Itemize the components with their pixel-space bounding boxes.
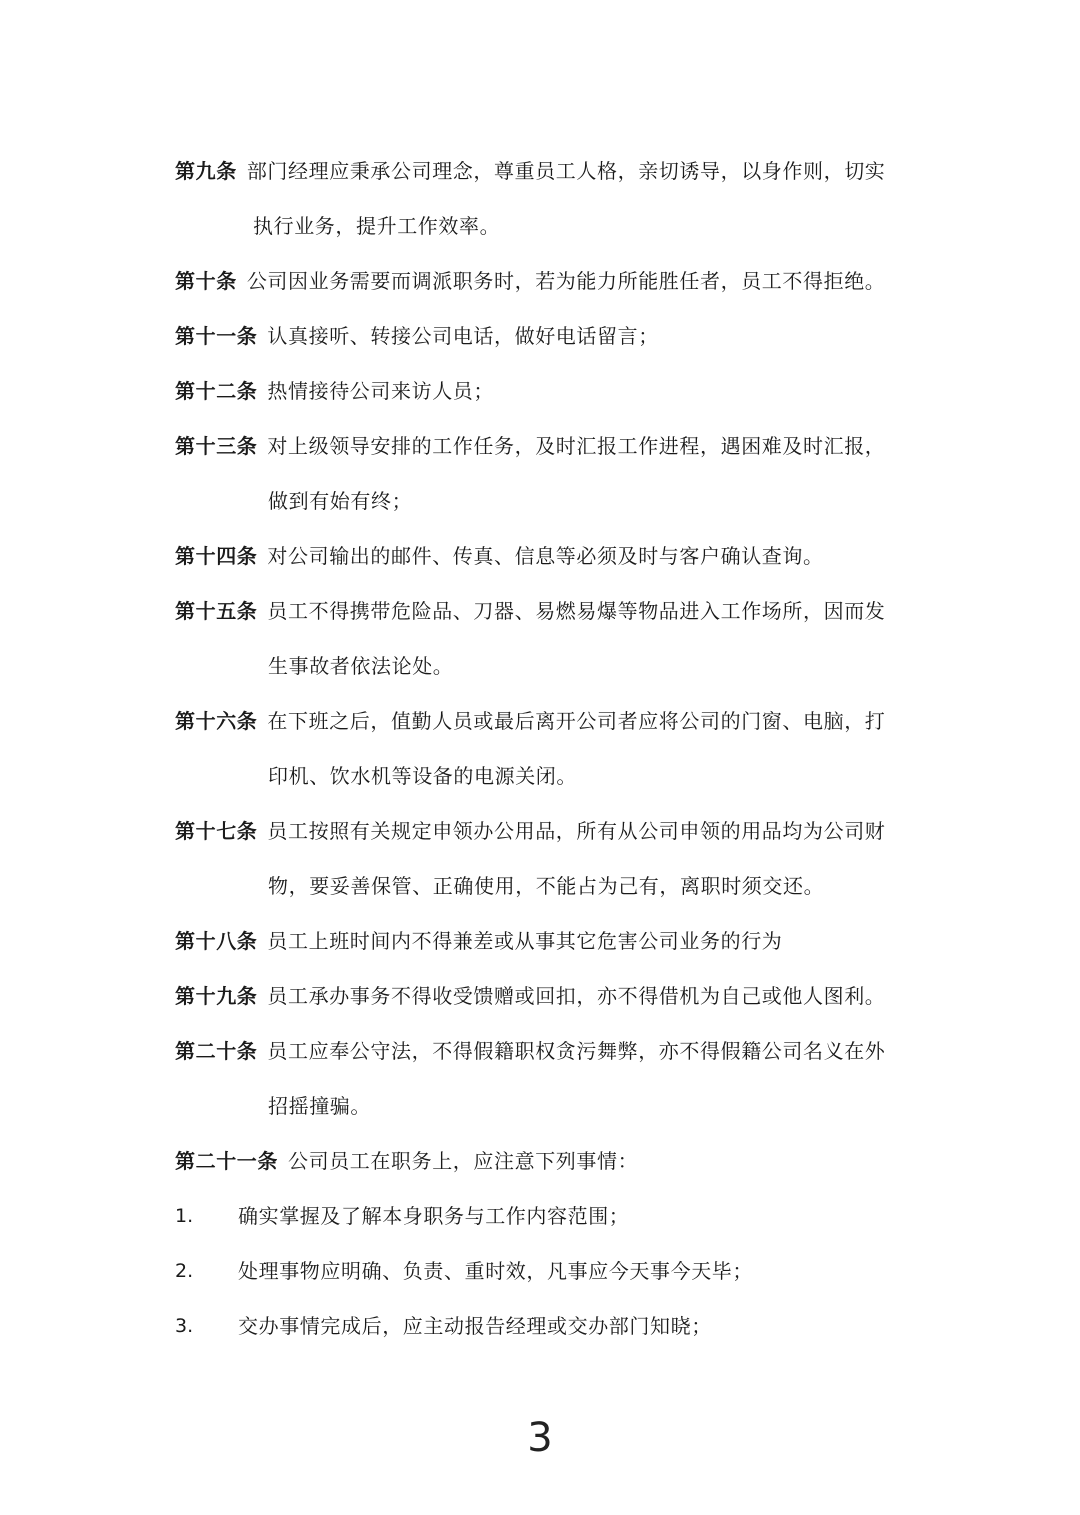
article-label: 第十六条: [175, 709, 258, 733]
article-text: 员工应奉公守法，不得假籍职权贪污舞弊，亦不得假籍公司名义在外: [267, 1039, 886, 1063]
article-label: 第十一条: [175, 324, 258, 348]
article-text: 对公司输出的邮件、传真、信息等必须及时与客户确认查询。: [267, 544, 824, 568]
article-text: 员工不得携带危险品、刀器、易燃易爆等物品进入工作场所，因而发: [267, 599, 886, 623]
article-11: [175, 323, 659, 349]
list-item-text: 处理事物应明确、负责、重时效，凡事应今天事今天毕；: [238, 1259, 753, 1283]
article-text: 在下班之后，值勤人员或最后离开公司者应将公司的门窗、电脑，打: [267, 709, 886, 733]
article-label: 第二十条: [175, 1039, 258, 1063]
article-text: 员工上班时间内不得兼差或从事其它危害公司业务的行为: [267, 929, 783, 953]
list-item-text: 交办事情完成后，应主动报告经理或交办部门知晓；: [238, 1314, 712, 1338]
article-label: 第十条: [175, 269, 237, 293]
article-text: 公司员工在职务上，应注意下列事情：: [288, 1149, 639, 1173]
article-13-continuation: 做到有始有终；: [268, 489, 413, 513]
article-14: [175, 543, 824, 569]
article-9: [175, 158, 885, 184]
article-19: [175, 983, 885, 1009]
article-text: 员工按照有关规定申领办公用品，所有从公司申领的用品均为公司财: [267, 819, 886, 843]
list-item-number: 3.: [175, 1315, 194, 1337]
article-18: [175, 928, 782, 954]
article-label: 第九条: [175, 159, 237, 183]
article-17-continuation: 物，要妥善保管、正确使用，不能占为己有，离职时须交还。: [268, 874, 825, 898]
article-text: 热情接待公司来访人员；: [267, 379, 495, 403]
article-text: 认真接听、转接公司电话，做好电话留言；: [267, 324, 659, 348]
page-number: 3: [527, 1415, 553, 1461]
article-15: [175, 598, 885, 624]
list-item-number: 1.: [175, 1205, 194, 1227]
article-10: [175, 268, 885, 294]
article-label: 第十二条: [175, 379, 258, 403]
article-13: [175, 433, 885, 459]
article-label: 第二十一条: [175, 1149, 278, 1173]
article-label: 第十四条: [175, 544, 258, 568]
article-label: 第十九条: [175, 984, 258, 1008]
article-label: 第十七条: [175, 819, 258, 843]
article-20: [175, 1038, 885, 1064]
article-21: [175, 1148, 638, 1174]
article-9-continuation: 执行业务，提升工作效率。: [253, 214, 501, 238]
list-item-number: 2.: [175, 1260, 194, 1282]
article-label: 第十五条: [175, 599, 258, 623]
article-16-continuation: 印机、饮水机等设备的电源关闭。: [268, 764, 577, 788]
article-label: 第十三条: [175, 434, 258, 458]
list-item-text: 确实掌握及了解本身职务与工作内容范围；: [238, 1204, 630, 1228]
article-20-continuation: 招摇撞骗。: [268, 1094, 371, 1118]
article-text: 部门经理应秉承公司理念，尊重员工人格，亲切诱导，以身作则，切实: [246, 159, 886, 183]
article-label: 第十八条: [175, 929, 258, 953]
article-text: 对上级领导安排的工作任务，及时汇报工作进程，遇困难及时汇报，: [267, 434, 886, 458]
article-text: 公司因业务需要而调派职务时，若为能力所能胜任者，员工不得拒绝。: [246, 269, 886, 293]
article-12: [175, 378, 494, 404]
article-16: [175, 708, 885, 734]
article-text: 员工承办事务不得收受馈赠或回扣，亦不得借机为自己或他人图利。: [267, 984, 886, 1008]
article-17: [175, 818, 885, 844]
article-15-continuation: 生事故者依法论处。: [268, 654, 454, 678]
